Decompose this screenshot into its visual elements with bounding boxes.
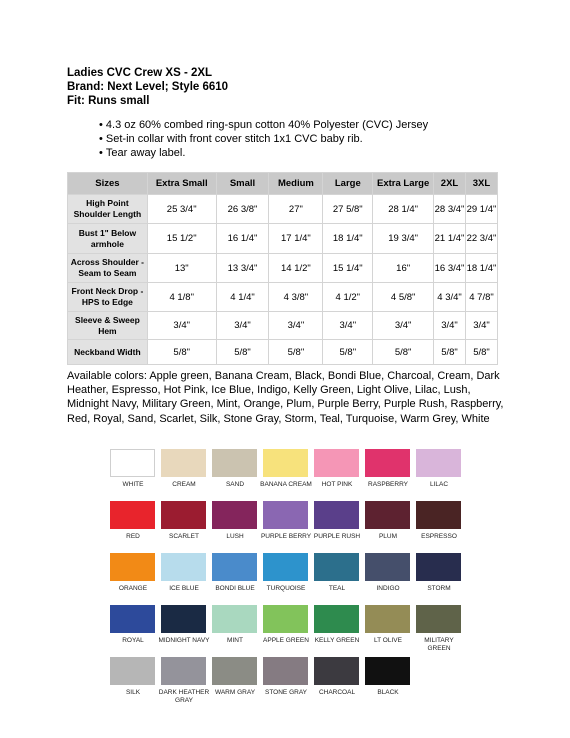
table-cell: 5/8" [147, 340, 216, 365]
product-header [67, 66, 228, 108]
table-cell: 28 3/4" [434, 195, 466, 224]
color-swatch [260, 449, 312, 489]
color-swatch [314, 657, 359, 697]
table-header-row [68, 173, 498, 195]
swatch-label: BANANA CREAM [260, 481, 312, 488]
table-cell: 16 3/4" [434, 254, 466, 283]
color-swatch [110, 501, 155, 541]
color-swatch [263, 605, 308, 645]
swatch-label: PURPLE BERRY [260, 533, 312, 540]
swatch-chip [263, 605, 308, 633]
color-swatch [212, 657, 257, 697]
table-row [68, 283, 498, 312]
swatch-label: RED [126, 533, 140, 540]
swatch-chip [212, 657, 257, 685]
swatch-chip [110, 501, 155, 529]
color-swatch [260, 501, 312, 541]
color-swatch [365, 605, 410, 645]
color-swatch [365, 501, 410, 541]
table-cell: 19 3/4" [373, 224, 434, 254]
table-cell: 3/4" [147, 312, 216, 340]
swatch-chip [263, 553, 308, 581]
swatch-label: MILITARY GREEN [424, 637, 454, 652]
swatch-label: TEAL [328, 585, 346, 592]
swatch-label: SILK [125, 689, 141, 696]
table-cell: 22 3/4" [465, 224, 497, 254]
swatch-chip [263, 449, 308, 477]
swatch-chip [110, 657, 155, 685]
swatch-label: MIDNIGHT NAVY [158, 637, 210, 644]
table-cell: 5/8" [269, 340, 323, 365]
color-swatch [314, 605, 359, 645]
color-swatch [365, 553, 410, 593]
table-cell: 4 1/4" [216, 283, 269, 312]
swatch-label: KELLY GREEN [314, 637, 360, 644]
swatch-label: LILAC [429, 481, 449, 488]
swatch-label: STORM [427, 585, 451, 592]
swatch-chip [314, 501, 359, 529]
swatch-label: CHARCOAL [318, 689, 356, 696]
table-cell: 13" [147, 254, 216, 283]
table-cell: 26 3/8" [216, 195, 269, 224]
swatch-chip [314, 449, 359, 477]
swatch-label: DARK HEATHER GRAY [158, 689, 210, 704]
color-swatch [263, 553, 308, 593]
swatch-chip [365, 553, 410, 581]
swatch-label: ICE BLUE [169, 585, 199, 592]
swatch-chip [416, 501, 461, 529]
swatch-chip [110, 449, 155, 477]
color-swatch [161, 553, 206, 593]
feature-item: • Tear away label. [99, 146, 428, 160]
row-label: Bust 1" Below armhole [68, 224, 148, 254]
column-header: Large [323, 173, 373, 195]
color-swatch-grid [110, 449, 464, 709]
table-row [68, 224, 498, 254]
swatch-chip [365, 605, 410, 633]
swatch-label: RASPBERRY [368, 481, 408, 488]
table-cell: 13 3/4" [216, 254, 269, 283]
table-cell: 16" [373, 254, 434, 283]
swatch-label: PLUM [378, 533, 398, 540]
table-cell: 14 1/2" [269, 254, 323, 283]
swatch-chip [161, 553, 206, 581]
table-cell: 3/4" [373, 312, 434, 340]
swatch-label: SAND [225, 481, 245, 488]
swatch-chip [314, 657, 359, 685]
table-cell: 3/4" [216, 312, 269, 340]
table-cell: 3/4" [465, 312, 497, 340]
table-cell: 18 1/4" [465, 254, 497, 283]
swatch-label: SCARLET [169, 533, 199, 540]
column-header: Extra Large [373, 173, 434, 195]
table-cell: 5/8" [465, 340, 497, 365]
row-label: Across Shoulder - Seam to Seam [68, 254, 148, 283]
color-swatch [110, 553, 155, 593]
swatch-label: WARM GRAY [214, 689, 256, 696]
color-swatch [110, 449, 155, 489]
swatch-chip [365, 501, 410, 529]
column-header: Sizes [68, 173, 148, 195]
color-swatch [263, 657, 308, 697]
table-cell: 15 1/2" [147, 224, 216, 254]
table-cell: 15 1/4" [323, 254, 373, 283]
swatch-chip [365, 449, 410, 477]
table-cell: 4 5/8" [373, 283, 434, 312]
swatch-label: APPLE GREEN [263, 637, 309, 644]
table-cell: 4 1/2" [323, 283, 373, 312]
swatch-chip [416, 605, 461, 633]
color-swatch [110, 657, 155, 697]
swatch-label: WHITE [122, 481, 144, 488]
swatch-label: PURPLE RUSH [313, 533, 361, 540]
table-cell: 17 1/4" [269, 224, 323, 254]
table-cell: 18 1/4" [323, 224, 373, 254]
table-cell: 5/8" [373, 340, 434, 365]
color-swatch [161, 449, 206, 489]
color-swatch [416, 449, 461, 489]
feature-list [99, 118, 428, 160]
table-cell: 27" [269, 195, 323, 224]
swatch-label: STONE GRAY [264, 689, 308, 696]
table-cell: 3/4" [269, 312, 323, 340]
table-cell: 4 3/4" [434, 283, 466, 312]
table-cell: 5/8" [216, 340, 269, 365]
column-header: Extra Small [147, 173, 216, 195]
table-cell: 5/8" [434, 340, 466, 365]
table-row [68, 254, 498, 283]
swatch-chip [212, 449, 257, 477]
table-cell: 5/8" [323, 340, 373, 365]
color-swatch [158, 657, 210, 704]
swatch-chip [110, 605, 155, 633]
color-swatch [314, 449, 359, 489]
table-row [68, 312, 498, 340]
column-header: Medium [269, 173, 323, 195]
color-swatch [161, 501, 206, 541]
swatch-chip [416, 449, 461, 477]
table-cell: 16 1/4" [216, 224, 269, 254]
swatch-label: MINT [227, 637, 243, 644]
brand-line: Brand: Next Level; Style 6610 [67, 81, 229, 93]
row-label: Front Neck Drop - HPS to Edge [68, 283, 148, 312]
swatch-label: ROYAL [122, 637, 144, 644]
table-cell: 3/4" [434, 312, 466, 340]
product-title: Ladies CVC Crew XS - 2XL [67, 67, 213, 79]
swatch-label: BONDI BLUE [215, 585, 255, 592]
color-swatch [212, 605, 257, 645]
swatch-chip [161, 501, 206, 529]
table-cell: 21 1/4" [434, 224, 466, 254]
table-cell: 25 3/4" [147, 195, 216, 224]
swatch-chip [212, 605, 257, 633]
color-swatch [416, 605, 461, 652]
feature-item: • Set-in collar with front cover stitch 1x1 CVC baby rib. [99, 132, 428, 146]
table-cell: 4 7/8" [465, 283, 497, 312]
swatch-label: ESPRESSO [421, 533, 457, 540]
column-header: 2XL [434, 173, 466, 195]
color-swatch [212, 501, 257, 541]
color-swatch [314, 553, 359, 593]
swatch-chip [212, 553, 257, 581]
swatch-label: BLACK [377, 689, 399, 696]
color-swatch [212, 553, 257, 593]
swatch-chip [314, 605, 359, 633]
color-swatch [314, 501, 359, 541]
table-cell: 27 5/8" [323, 195, 373, 224]
swatch-chip [161, 605, 206, 633]
table-row [68, 340, 498, 365]
feature-item: • 4.3 oz 60% combed ring-spun cotton 40% Polyester (CVC) Jersey [99, 118, 428, 132]
swatch-chip [212, 501, 257, 529]
table-cell: 29 1/4" [465, 195, 497, 224]
swatch-label: LT OLIVE [374, 637, 402, 644]
available-colors-text: Available colors: Apple green, Banana Cream, Black, Bondi Blue, Charcoal, Cream, Dark Heather, Espresso, Hot Pink, Ice Blue, Indigo, Kelly Green, Light Olive, Lilac, Lush, Midnight Navy, Military Green, Mint, Orange, Plum, Purple Berry, Purple Rush, Raspberry, Red, Royal, Sand, Scarlet, Silk, Stone Gray, Storm, Teal, Turquoise, Warm Grey, White [67, 370, 504, 425]
size-chart-table [67, 172, 498, 365]
swatch-chip [416, 553, 461, 581]
swatch-chip [161, 449, 206, 477]
swatch-label: INDIGO [376, 585, 400, 592]
column-header: Small [216, 173, 269, 195]
swatch-label: TURQUOISE [266, 585, 306, 592]
table-row [68, 195, 498, 224]
table-cell: 4 1/8" [147, 283, 216, 312]
color-swatch [365, 449, 410, 489]
fit-line: Fit: Runs small [67, 95, 150, 107]
table-cell: 4 3/8" [269, 283, 323, 312]
color-swatch [110, 605, 155, 645]
column-header: 3XL [465, 173, 497, 195]
table-cell: 3/4" [323, 312, 373, 340]
swatch-chip [161, 657, 206, 685]
color-swatch [365, 657, 410, 697]
swatch-chip [263, 657, 308, 685]
row-label: High Point Shoulder Length [68, 195, 148, 224]
swatch-chip [110, 553, 155, 581]
swatch-chip [314, 553, 359, 581]
color-swatch [158, 605, 210, 645]
table-cell: 28 1/4" [373, 195, 434, 224]
color-swatch [416, 553, 461, 593]
swatch-label: HOT PINK [321, 481, 353, 488]
swatch-label: LUSH [226, 533, 244, 540]
row-label: Neckband Width [68, 340, 148, 365]
swatch-chip [263, 501, 308, 529]
swatch-label: ORANGE [118, 585, 148, 592]
row-label: Sleeve & Sweep Hem [68, 312, 148, 340]
swatch-label: CREAM [172, 481, 196, 488]
color-swatch [416, 501, 461, 541]
swatch-chip [365, 657, 410, 685]
color-swatch [212, 449, 257, 489]
